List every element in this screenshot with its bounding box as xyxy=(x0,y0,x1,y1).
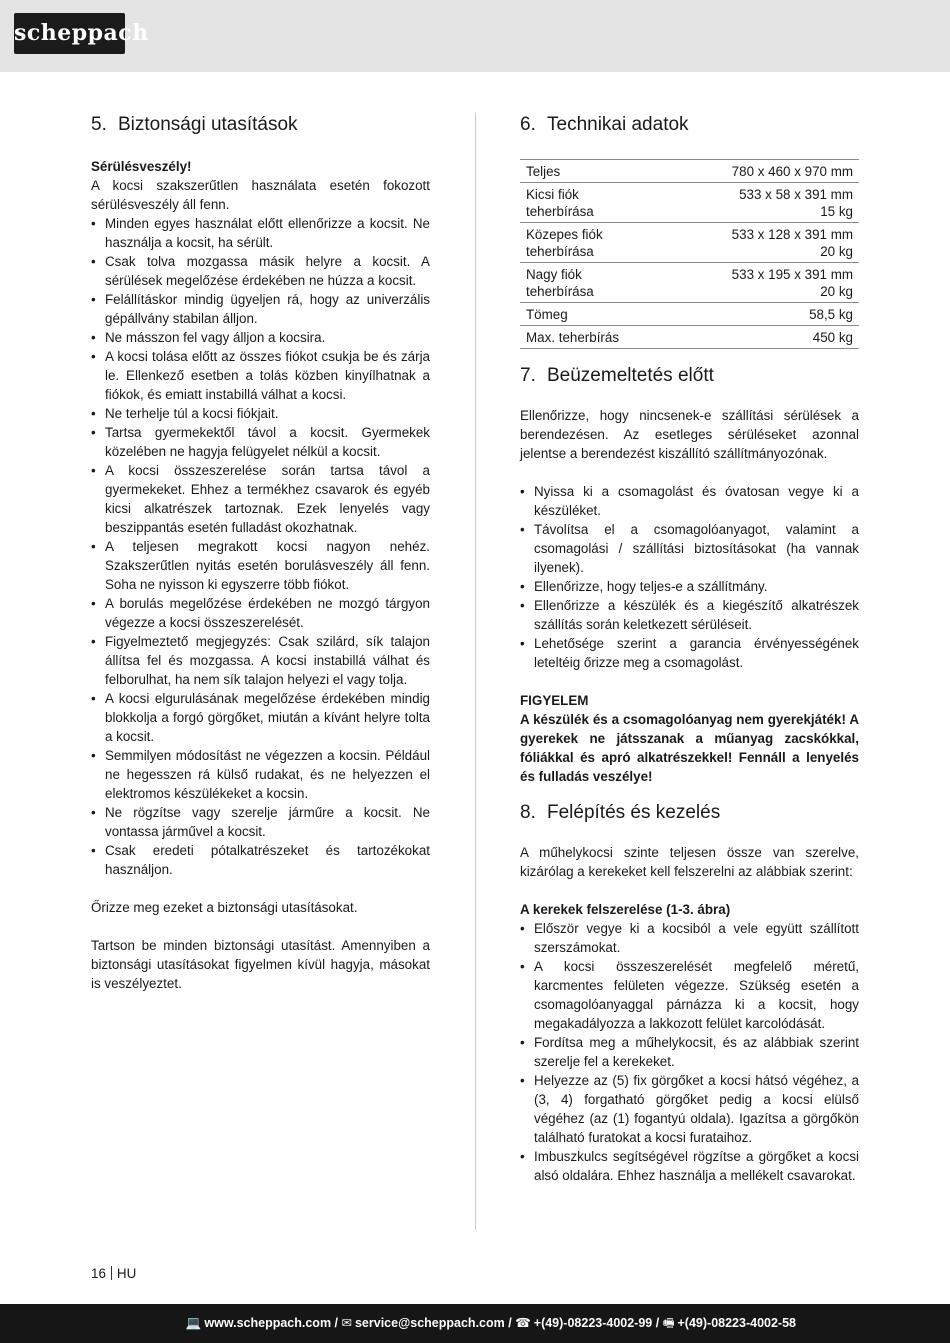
table-cell-value: 780 x 460 x 970 mm xyxy=(669,160,859,183)
list-item: • A teljesen megrakott kocsi nagyon nehéz. Szakszerűtlen nyitás esetén borulásveszély áll fenn. Soha ne nyisson ki egyszerre több fiókot. xyxy=(91,537,430,594)
scheppach-logo: scheppach xyxy=(14,13,125,54)
startup-intro: Ellenőrizze, hogy nincsenek-e szállítási sérülések a berendezésen. Az esetleges sérüléseket azonnal jelentse a berendezést kiszállító szállítmányozónak. xyxy=(520,408,859,461)
list-item: • Először vegye ki a kocsiból a vele együtt szállított szerszámokat. xyxy=(520,919,859,957)
left-column xyxy=(91,112,430,993)
table-cell-label: Tömeg xyxy=(520,303,669,326)
table-cell-value xyxy=(669,223,859,263)
section-title: Felépítés és kezelés xyxy=(547,802,721,823)
page-number-value: 16 xyxy=(91,1266,106,1281)
list-item: • Lehetősége szerint a garancia érvényességének leteltéig őrizze meg a csomagolást. xyxy=(520,634,859,672)
table-cell-label: Teljes xyxy=(520,160,669,183)
fax-icon: 🖷 xyxy=(662,1316,675,1330)
footer-bar xyxy=(0,1304,950,1343)
page-number xyxy=(91,1264,136,1283)
safety-list xyxy=(91,214,430,879)
list-item: • Felállításkor mindig ügyeljen rá, hogy az univerzális gépállvány stabilan álljon. xyxy=(91,290,430,328)
section-heading-safety xyxy=(91,112,430,138)
tech-data-table xyxy=(520,159,859,349)
cell-text: Közepes fiók teherbírása xyxy=(526,227,603,259)
list-item: • Imbuszkulcs segítségével rögzítse a görgőket a kocsi alsó oldalára. Ehhez használja a mellékelt csavarokat. xyxy=(520,1147,859,1185)
table-row xyxy=(520,263,859,303)
header-bar xyxy=(0,0,950,72)
list-item: • Ellenőrizze, hogy teljes-e a szállítmány. xyxy=(520,577,859,596)
list-item: • Figyelmeztető megjegyzés: Csak szilárd, sík talajon állítsa fel és mozgassa. A kocsi instabillá válhat és felborulhat, ha nem sík talajon helyezi el vagy tolja. xyxy=(91,632,430,689)
list-item: • Ne rögzítse vagy szerelje járműre a kocsit. Ne vontassa járművel a kocsit. xyxy=(91,803,430,841)
follow-instructions-text: Tartson be minden biztonsági utasítást. Amennyiben a biztonsági utasításokat figyelmen kívül hagyja, másokat is veszélyeztet. xyxy=(91,938,430,991)
list-item: • Tartsa gyermekektől távol a kocsit. Gyermekek közelében ne hagyja felügyelet nélkül a kocsit. xyxy=(91,423,430,461)
table-cell-value xyxy=(669,263,859,303)
right-column xyxy=(520,112,859,1185)
list-item: • Ellenőrizze a készülék és a kiegészítő alkatrészek szállítás során keletkezett sérüléseit. xyxy=(520,596,859,634)
table-cell-label xyxy=(520,223,669,263)
list-item: • Ne terhelje túl a kocsi fiókjait. xyxy=(91,404,430,423)
language-code: HU xyxy=(116,1266,137,1281)
keep-instructions-text: Őrizze meg ezeket a biztonsági utasításokat. xyxy=(91,900,358,915)
list-item: • A kocsi összeszerelése során tartsa távol a gyermekeket. Ehhez a termékhez csavarok és egyéb kicsi alkatrészek tartoznak. Ezek lenyelés vagy beszippantás esetén fulladást okozhatnak. xyxy=(91,461,430,537)
table-cell-label: Max. teherbírás xyxy=(520,326,669,349)
section-number: 7. xyxy=(520,365,536,386)
cell-text: Nagy fiók teherbírása xyxy=(526,267,594,299)
table-row xyxy=(520,160,859,183)
list-item: • Minden egyes használat előtt ellenőrizze a kocsit. Ne használja a kocsit, ha sérült. xyxy=(91,214,430,252)
warning-text: A készülék és a csomagolóanyag nem gyerekjáték! A gyerekek ne játsszanak a műanyag zacskókkal, fóliákkal és apró alkatrészekkel! Fennáll a lenyelés és fulladás veszélye! xyxy=(520,712,859,784)
table-row xyxy=(520,183,859,223)
footer-website[interactable]: www.scheppach.com / xyxy=(204,1316,339,1330)
list-item: • Csak tolva mozgassa másik helyre a kocsit. A sérülések megelőzése érdekében ne húzza a kocsit. xyxy=(91,252,430,290)
table-cell-label xyxy=(520,183,669,223)
section-title: Biztonsági utasítások xyxy=(118,114,298,135)
table-row xyxy=(520,223,859,263)
assembly-intro: A műhelykocsi szinte teljesen össze van szerelve, kizárólag a kerekeket kell felszerelni az alábbiak szerint: xyxy=(520,845,859,879)
list-item: • Nyissa ki a csomagolást és óvatosan vegye ki a készüléket. xyxy=(520,482,859,520)
table-cell-value: 450 kg xyxy=(669,326,859,349)
phone-icon: ☎ xyxy=(515,1316,531,1330)
footer-fax: +(49)-08223-4002-58 xyxy=(677,1316,796,1330)
section-number: 6. xyxy=(520,114,536,135)
mail-icon: ✉ xyxy=(341,1316,352,1330)
section-title: Beüzemeltetés előtt xyxy=(547,365,714,386)
list-item: • Ne másszon fel vagy álljon a kocsira. xyxy=(91,328,430,347)
list-item: • Semmilyen módosítást ne végezzen a kocsin. Például ne hegesszen rá külső rudakat, és ne helyezzen el elektromos készülékeket a kocsin. xyxy=(91,746,430,803)
footer-phone: +(49)-08223-4002-99 / xyxy=(533,1316,660,1330)
cell-text: Kicsi fiók teherbírása xyxy=(526,187,594,219)
section-title: Technikai adatok xyxy=(547,114,689,135)
list-item: • A borulás megelőzése érdekében ne mozgó tárgyon végezze a kocsi összeszerelését. xyxy=(91,594,430,632)
page-separator xyxy=(111,1266,112,1280)
monitor-icon: 💻 xyxy=(185,1316,202,1330)
list-item: • Távolítsa el a csomagolóanyagot, valamint a csomagolási / szállítási biztosításokat (ha vannak ilyenek). xyxy=(520,520,859,577)
table-cell-label xyxy=(520,263,669,303)
table-cell-value: 58,5 kg xyxy=(669,303,859,326)
cell-text: 533 x 128 x 391 mm 20 kg xyxy=(731,227,853,259)
startup-list xyxy=(520,482,859,672)
section-number: 5. xyxy=(91,114,107,135)
list-item: • Helyezze az (5) fix görgőket a kocsi hátsó végéhez, a (3, 4) forgatható görgőket pedig a kocsi elülső végéhez (az (1) fogantyú oldala). Igazítsa a görgőkön található furatokat a kocsi furataihoz. xyxy=(520,1071,859,1147)
cell-text: 533 x 195 x 391 mm 20 kg xyxy=(731,267,853,299)
cell-text: 533 x 58 x 391 mm 15 kg xyxy=(739,187,853,219)
table-row xyxy=(520,303,859,326)
list-item: • Csak eredeti pótalkatrészeket és tartozékokat használjon. xyxy=(91,841,430,879)
table-row xyxy=(520,326,859,349)
danger-label: Sérülésveszély! xyxy=(91,159,192,174)
safety-intro: A kocsi szakszerűtlen használata esetén fokozott sérülésveszély áll fenn. xyxy=(91,178,430,212)
wheels-title: A kerekek felszerelése (1-3. ábra) xyxy=(520,902,731,917)
table-cell-value xyxy=(669,183,859,223)
footer-email[interactable]: service@scheppach.com / xyxy=(354,1316,512,1330)
section-heading-assembly xyxy=(520,800,859,826)
column-divider xyxy=(475,113,476,1230)
section-heading-startup xyxy=(520,363,859,389)
list-item: • Fordítsa meg a műhelykocsit, és az alábbiak szerint szerelje fel a kerekeket. xyxy=(520,1033,859,1071)
list-item: • A kocsi tolása előtt az összes fiókot csukja be és zárja le. Ellenkező esetben a tolás közben kinyílhatnak a fiókok, és emiatt instabillá válhat a kocsi. xyxy=(91,347,430,404)
section-heading-tech xyxy=(520,112,859,138)
list-item: • A kocsi összeszerelését megfelelő méretű, karcmentes felületen végezze. Szükség esetén a csomagolóanyaggal párnázza ki a kocsit, hogy megakadályozza a lakkozott felület karcolódását. xyxy=(520,957,859,1033)
warning-title: FIGYELEM xyxy=(520,693,589,708)
list-item: • A kocsi elgurulásának megelőzése érdekében mindig blokkolja a forgó görgőket, miután a kívánt helyre tolta a kocsit. xyxy=(91,689,430,746)
wheels-list xyxy=(520,919,859,1185)
section-number: 8. xyxy=(520,802,536,823)
